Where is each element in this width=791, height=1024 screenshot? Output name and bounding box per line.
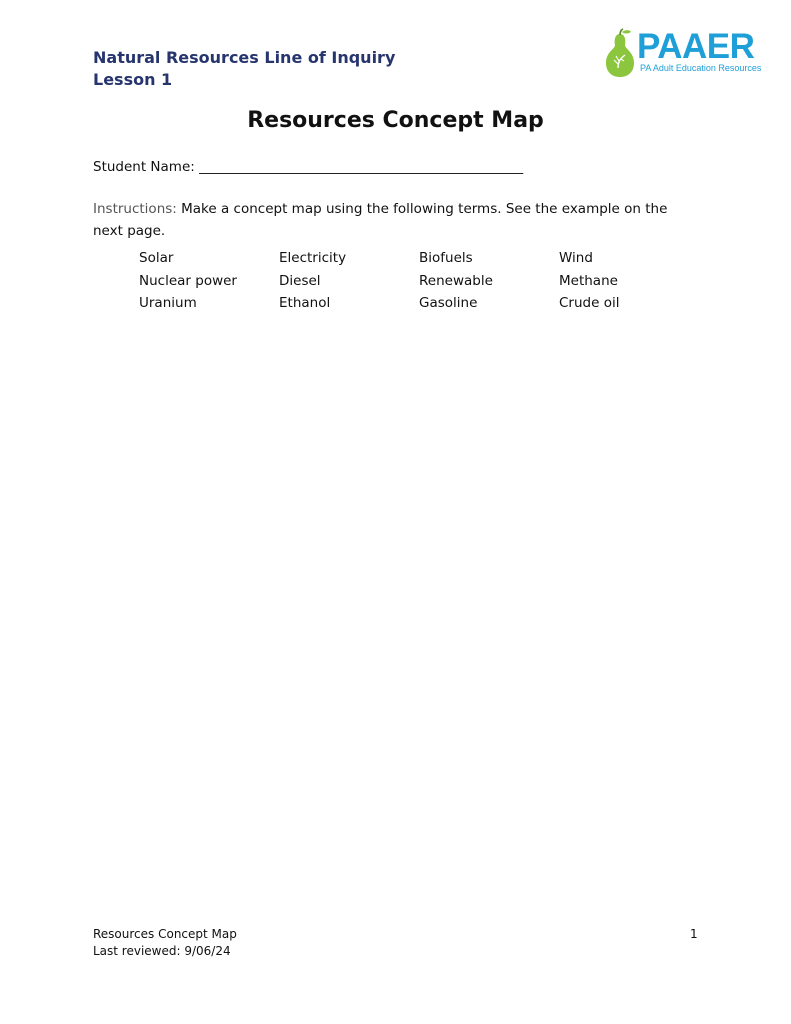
header-line-1: Natural Resources Line of Inquiry [93,48,396,67]
document-header [93,47,395,91]
paaer-logo [603,28,763,78]
term: Nuclear power [139,272,237,289]
term: Electricity [279,250,347,266]
term: Biofuels [419,250,473,266]
footer-last-reviewed: Last reviewed: 9/06/24 [93,944,231,958]
term: Wind [559,250,593,266]
term: Diesel [279,272,321,289]
terms-grid [139,250,699,318]
student-name-line [93,157,523,177]
header-line-2: Lesson 1 [93,70,173,89]
term: Crude oil [559,295,620,311]
term: Ethanol [279,295,331,311]
page-title: Resources Concept Map [247,108,544,133]
instructions-label: Instructions: [93,201,177,217]
student-name-label: Student Name: [93,159,195,175]
pear-icon [603,28,637,78]
term: Uranium [139,295,197,311]
footer [93,926,237,960]
instructions-text: Make a concept map using the following terms. See the example on the next page. [93,201,668,239]
term: Renewable [419,272,493,289]
instructions [93,198,683,242]
student-name-blank: ________________________________________________ [199,159,524,175]
term: Gasoline [419,295,478,311]
term: Methane [559,272,618,289]
term: Solar [139,250,174,266]
page-number: 1 [690,927,698,941]
footer-doc-title: Resources Concept Map [93,927,237,941]
logo-subtitle: PA Adult Education Resources [640,63,762,73]
logo-wordmark: PAAER [637,27,755,66]
